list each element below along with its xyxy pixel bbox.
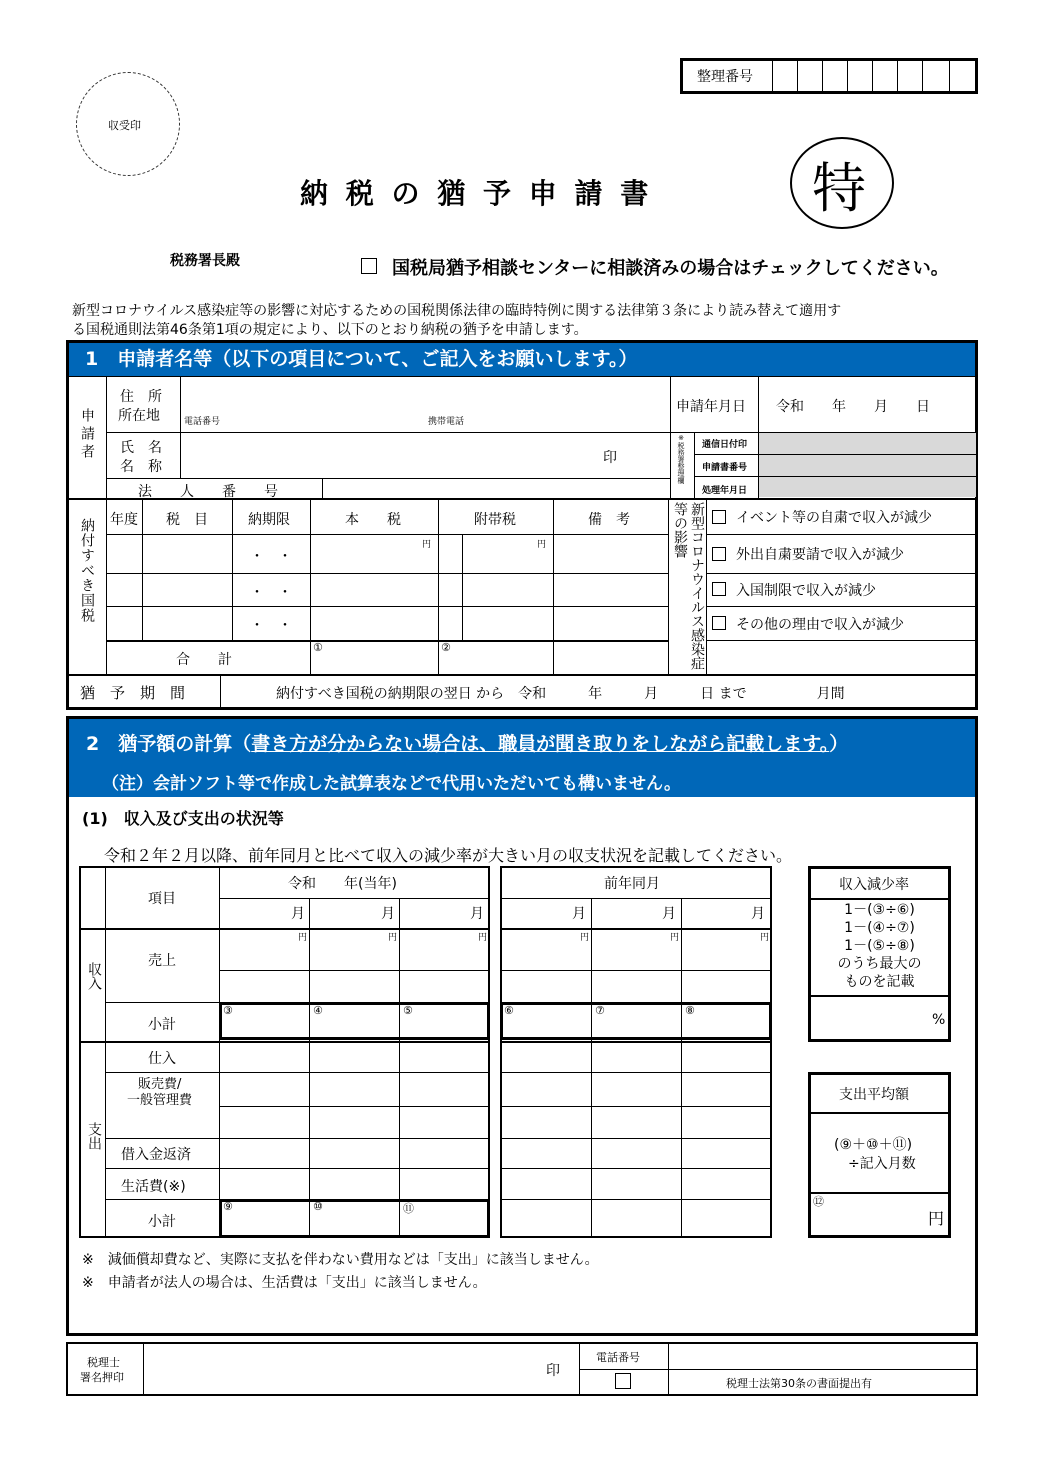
app-number-label: 申請書番号 [702,463,748,473]
cur-month-1: 月 [291,906,305,922]
avg-formula-1: (⑨＋⑩＋⑪) [834,1137,913,1153]
circ-8: ⑧ [685,1004,695,1017]
col-year: 年度 [110,512,138,528]
purchase-label: 仕入 [148,1051,176,1067]
accountant-label-1: 税理士 [87,1356,120,1369]
consult-check-label: 国税局猶予相談センターに相談済みの場合はチェックしてください。 [392,258,949,279]
circ-10: ⑩ [313,1200,323,1213]
circ-3: ③ [223,1004,233,1017]
yen-p2: 円 [670,933,680,943]
cur-month-2: 月 [381,906,395,922]
col-note: 備 考 [588,512,630,528]
prev-month-2: 月 [662,906,676,922]
circ-1: ① [313,641,323,654]
avg-formula-2: ÷記入月数 [848,1156,916,1172]
office-use-label: ※税務署整理欄 [677,434,685,484]
decrease-formula: 1－(③÷⑥) 1－(④÷⑦) 1－(⑤÷⑧) のうち最大の ものを記載 [837,902,922,990]
reason-label-2: 外出自粛要請で収入が減少 [736,547,904,563]
reason-checkbox-1[interactable] [712,510,726,524]
name-label-2: 名 称 [120,459,162,475]
reason-checkbox-4[interactable] [712,616,726,630]
reason-checkbox-2[interactable] [712,547,726,561]
circ-2: ② [441,641,451,654]
cur-month-3: 月 [470,906,484,922]
ref-number-label: 整理番号 [697,69,753,85]
section2-heading: 2 猶予額の計算（書き方が分からない場合は、職員が聞き取りをしながら記載します。） [86,733,849,755]
accountant-signature-input[interactable] [145,1344,577,1394]
corp-number-input[interactable] [324,479,668,497]
ref-number-input[interactable] [772,60,976,92]
addressee: 税務署長殿 [170,253,240,269]
percent-sign: % [932,1012,946,1028]
avg-title: 支出平均額 [839,1087,909,1103]
tax-row-2[interactable] [108,575,666,605]
col-item: 税 目 [166,512,208,528]
yen-p3: 円 [760,933,770,943]
period-label: 猶 予 期 間 [80,684,186,702]
prev-month-3: 月 [751,906,765,922]
total-label: 合 計 [176,652,232,668]
yen-add: 円 [537,540,547,550]
expense-label: 支出 [86,1122,102,1150]
circ-7: ⑦ [595,1004,605,1017]
sga-label-1: 販売費/ [138,1077,182,1092]
receipt-stamp-label: 収受印 [108,119,141,132]
tax-row-3[interactable] [108,608,666,638]
col-main: 本 税 [345,512,401,528]
address-label-2: 所在地 [118,408,160,424]
section2-note: （注）会計ソフト等で作成した試算表などで代用いただいても構いません。 [102,774,682,794]
current-year-label: 令和 年(当年) [288,876,397,892]
decrease-title: 収入減少率 [839,877,909,893]
apply-date-label: 申請年月日 [676,399,746,415]
address-label-1: 住 所 [120,389,162,405]
prev-month-1: 月 [572,906,586,922]
special-mark-char: 特 [812,157,866,220]
article30-checkbox[interactable] [615,1373,631,1389]
expense-subtotal-label: 小計 [148,1214,176,1230]
col-item-label: 項目 [148,891,176,907]
avg-yen: 円 [928,1209,945,1228]
income-label: 収入 [86,962,102,990]
reason-label-4: その他の理由で収入が減少 [736,617,904,633]
section2-sub-heading: (1) 収入及び支出の状況等 [82,809,284,828]
footer-phone-input[interactable] [670,1344,976,1368]
tax-row-1[interactable] [108,536,666,572]
apply-date-value[interactable]: 令和 年 月 日 [776,399,930,415]
phone-label: 電話番号 [184,417,221,427]
due-dots-2[interactable]: ・ ・ [250,585,292,601]
address-input[interactable] [182,378,668,431]
article30-label: 税理士法第30条の書面提出有 [726,1377,872,1390]
circ-9: ⑨ [223,1200,233,1213]
due-dots-1[interactable]: ・ ・ [250,549,292,565]
name-input[interactable] [182,434,668,477]
sga-label-2: 一般管理費 [127,1093,193,1108]
page-title: 納 税 の 猶 予 申 請 書 [300,177,653,210]
loan-label: 借入金返済 [121,1147,191,1163]
circ-4: ④ [313,1004,323,1017]
period-text[interactable]: 納付すべき国税の納期限の翌日 から 令和 年 月 日 まで 月間 [276,686,845,702]
sales-label: 売上 [148,953,176,969]
circ-12: ⑫ [813,1195,824,1208]
intro-text-1: 新型コロナウイルス感染症等の影響に対応するための国税関係法律の臨時特例に関する法律第３条により読み替えて適用す [72,303,842,319]
reason-label-3: 入国制限で収入が減少 [736,583,876,599]
mobile-label: 携帯電話 [428,417,465,427]
yen-main: 円 [422,540,432,550]
col-due: 納期限 [248,512,290,528]
col-add: 附帯税 [474,512,516,528]
footer-seal: 印 [546,1363,560,1379]
consult-checkbox[interactable] [361,258,377,274]
living-label: 生活費(※) [121,1179,186,1195]
reason-checkbox-3[interactable] [712,582,726,596]
yen-c1: 円 [298,933,308,943]
income-subtotal-label: 小計 [148,1017,176,1033]
yen-c3: 円 [478,933,488,943]
circ-6: ⑥ [504,1004,514,1017]
avg-expense-input[interactable] [826,1195,926,1235]
footer-phone-label: 電話番号 [596,1351,640,1364]
circ-11: ⑪ [403,1202,414,1215]
yen-p1: 円 [580,933,590,943]
section2-instruction: 令和２年２月以降、前年同月と比べて収入の減少率が大きい月の収支状況を記載してください。 [104,846,793,865]
comm-date-label: 通信日付印 [702,440,748,450]
decrease-rate-input[interactable] [812,998,930,1038]
section2-note-2: ※ 申請者が法人の場合は、生活費は「支出」に該当しません。 [82,1275,487,1291]
prev-year-label: 前年同月 [604,876,660,892]
due-dots-3[interactable]: ・ ・ [250,618,292,634]
applicant-label: 申請者 [79,408,95,462]
name-label-1: 氏 名 [120,440,162,456]
seal-label: 印 [603,450,617,466]
process-date-label: 処理年月日 [702,486,748,496]
corp-number-label: 法 人 番 号 [138,484,278,500]
accountant-label-2: 署名押印 [80,1371,124,1384]
section2-note-1: ※ 減価償却費など、実際に支払を伴わない費用などは「支出」に該当しません。 [82,1252,599,1268]
reason-label-1: イベント等の自粛で収入が減少 [736,510,932,526]
intro-text-2: る国税通則法第46条第1項の規定により、以下のとおり納税の猶予を申請します。 [72,322,588,338]
tax-label: 納付すべき国税 [79,518,95,623]
yen-c2: 円 [388,933,398,943]
section1-heading: 1 申請者名等（以下の項目について、ご記入をお願いします。） [69,343,975,376]
prev-year-inputs[interactable] [502,930,770,1236]
circ-5: ⑤ [403,1004,413,1017]
current-year-inputs[interactable] [221,930,488,1236]
